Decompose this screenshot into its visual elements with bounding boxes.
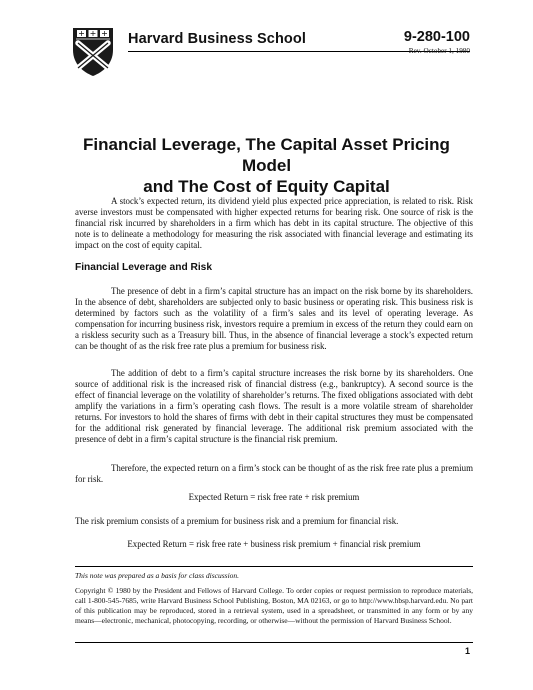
equation-expected-return: Expected Return = risk free rate + risk premium <box>188 492 360 502</box>
document-title <box>60 134 473 197</box>
paragraph-expected-return: Therefore, the expected return on a firm’s stock can be thought of as the risk free rate plus a premium for risk. <box>75 463 473 484</box>
document-number: 9-280-100 <box>403 29 470 45</box>
footer-rule <box>75 566 473 567</box>
bottom-rule <box>75 642 473 643</box>
title-line-2: and The Cost of Equity Capital <box>143 177 390 196</box>
paragraph-business-risk: The presence of debt in a firm’s capital structure has an impact on the risk borne by its shareholders. In the absence of debt, shareholders are subjected only to basic business or operating risk. This business risk is determined by factors such as the volatility of a firm’s sales and its level of operating leverage. As compensation for incurring business risk, investors require a premium in excess of the return they could earn on a riskless security such as a Treasury bill. Thus, in the absence of financial leverage a stock’s expected return can be thought of as the risk free rate plus a premium for business risk. <box>75 286 473 351</box>
paragraph-risk-premium: The risk premium consists of a premium for business risk and a premium for financial risk. <box>75 516 399 526</box>
school-name: Harvard Business School <box>128 31 306 47</box>
equation-expected-return-detailed: Expected Return = risk free rate + business risk premium + financial risk premium <box>127 539 421 549</box>
copyright-notice: Copyright © 1980 by the President and Fellows of Harvard College. To order copies or request permission to reproduce materials, call 1-800-545-7685, write Harvard Business School Publishing, Boston, MA 02163, or go to http://www.hbsp.harvard.edu. No part of this publication may be reproduced, stored in a retrieval system, used in a spreadsheet, or transmitted in any form or by any means—electronic, mechanical, photocopying, recording, or otherwise—without the permission of Harvard Business School. <box>75 586 473 626</box>
section-heading: Financial Leverage and Risk <box>75 262 213 273</box>
intro-paragraph: A stock’s expected return, its dividend yield plus expected price appreciation, is related to risk. Risk averse investors must be compensated with higher expected returns for bearing risk. One source of risk is the financial risk incurred by shareholders in a firm which has debt in its capital structure. The objective of this note is to delineate a methodology for measuring the risk associated with financial leverage and estimating its impact on the cost of equity capital. <box>75 196 473 250</box>
preparation-note: This note was prepared as a basis for class discussion. <box>75 571 240 580</box>
paragraph-financial-risk: The addition of debt to a firm’s capital structure increases the risk borne by its shareholders. One source of additional risk is the increased risk of financial distress (e.g., bankruptcy). A second source is the effect of financial leverage on the volatility of shareholder’s returns. The fixed obligations associated with debt amplify the variations in a firm’s operating cash flows. The result is a more volatile stream of shareholder returns. For investors to hold the shares of firms with debt in their capital structures they must be compensated for the additional risk generated by financial leverage. The additional risk premium associated with the presence of debt in a firm’s capital structure is the financial risk premium. <box>75 368 473 444</box>
revision-date: Rev. October 1, 1980 <box>408 47 470 55</box>
harvard-shield-logo <box>71 26 115 78</box>
title-line-1: Financial Leverage, The Capital Asset Pricing Model <box>83 135 450 175</box>
page-number: 1 <box>464 646 470 656</box>
